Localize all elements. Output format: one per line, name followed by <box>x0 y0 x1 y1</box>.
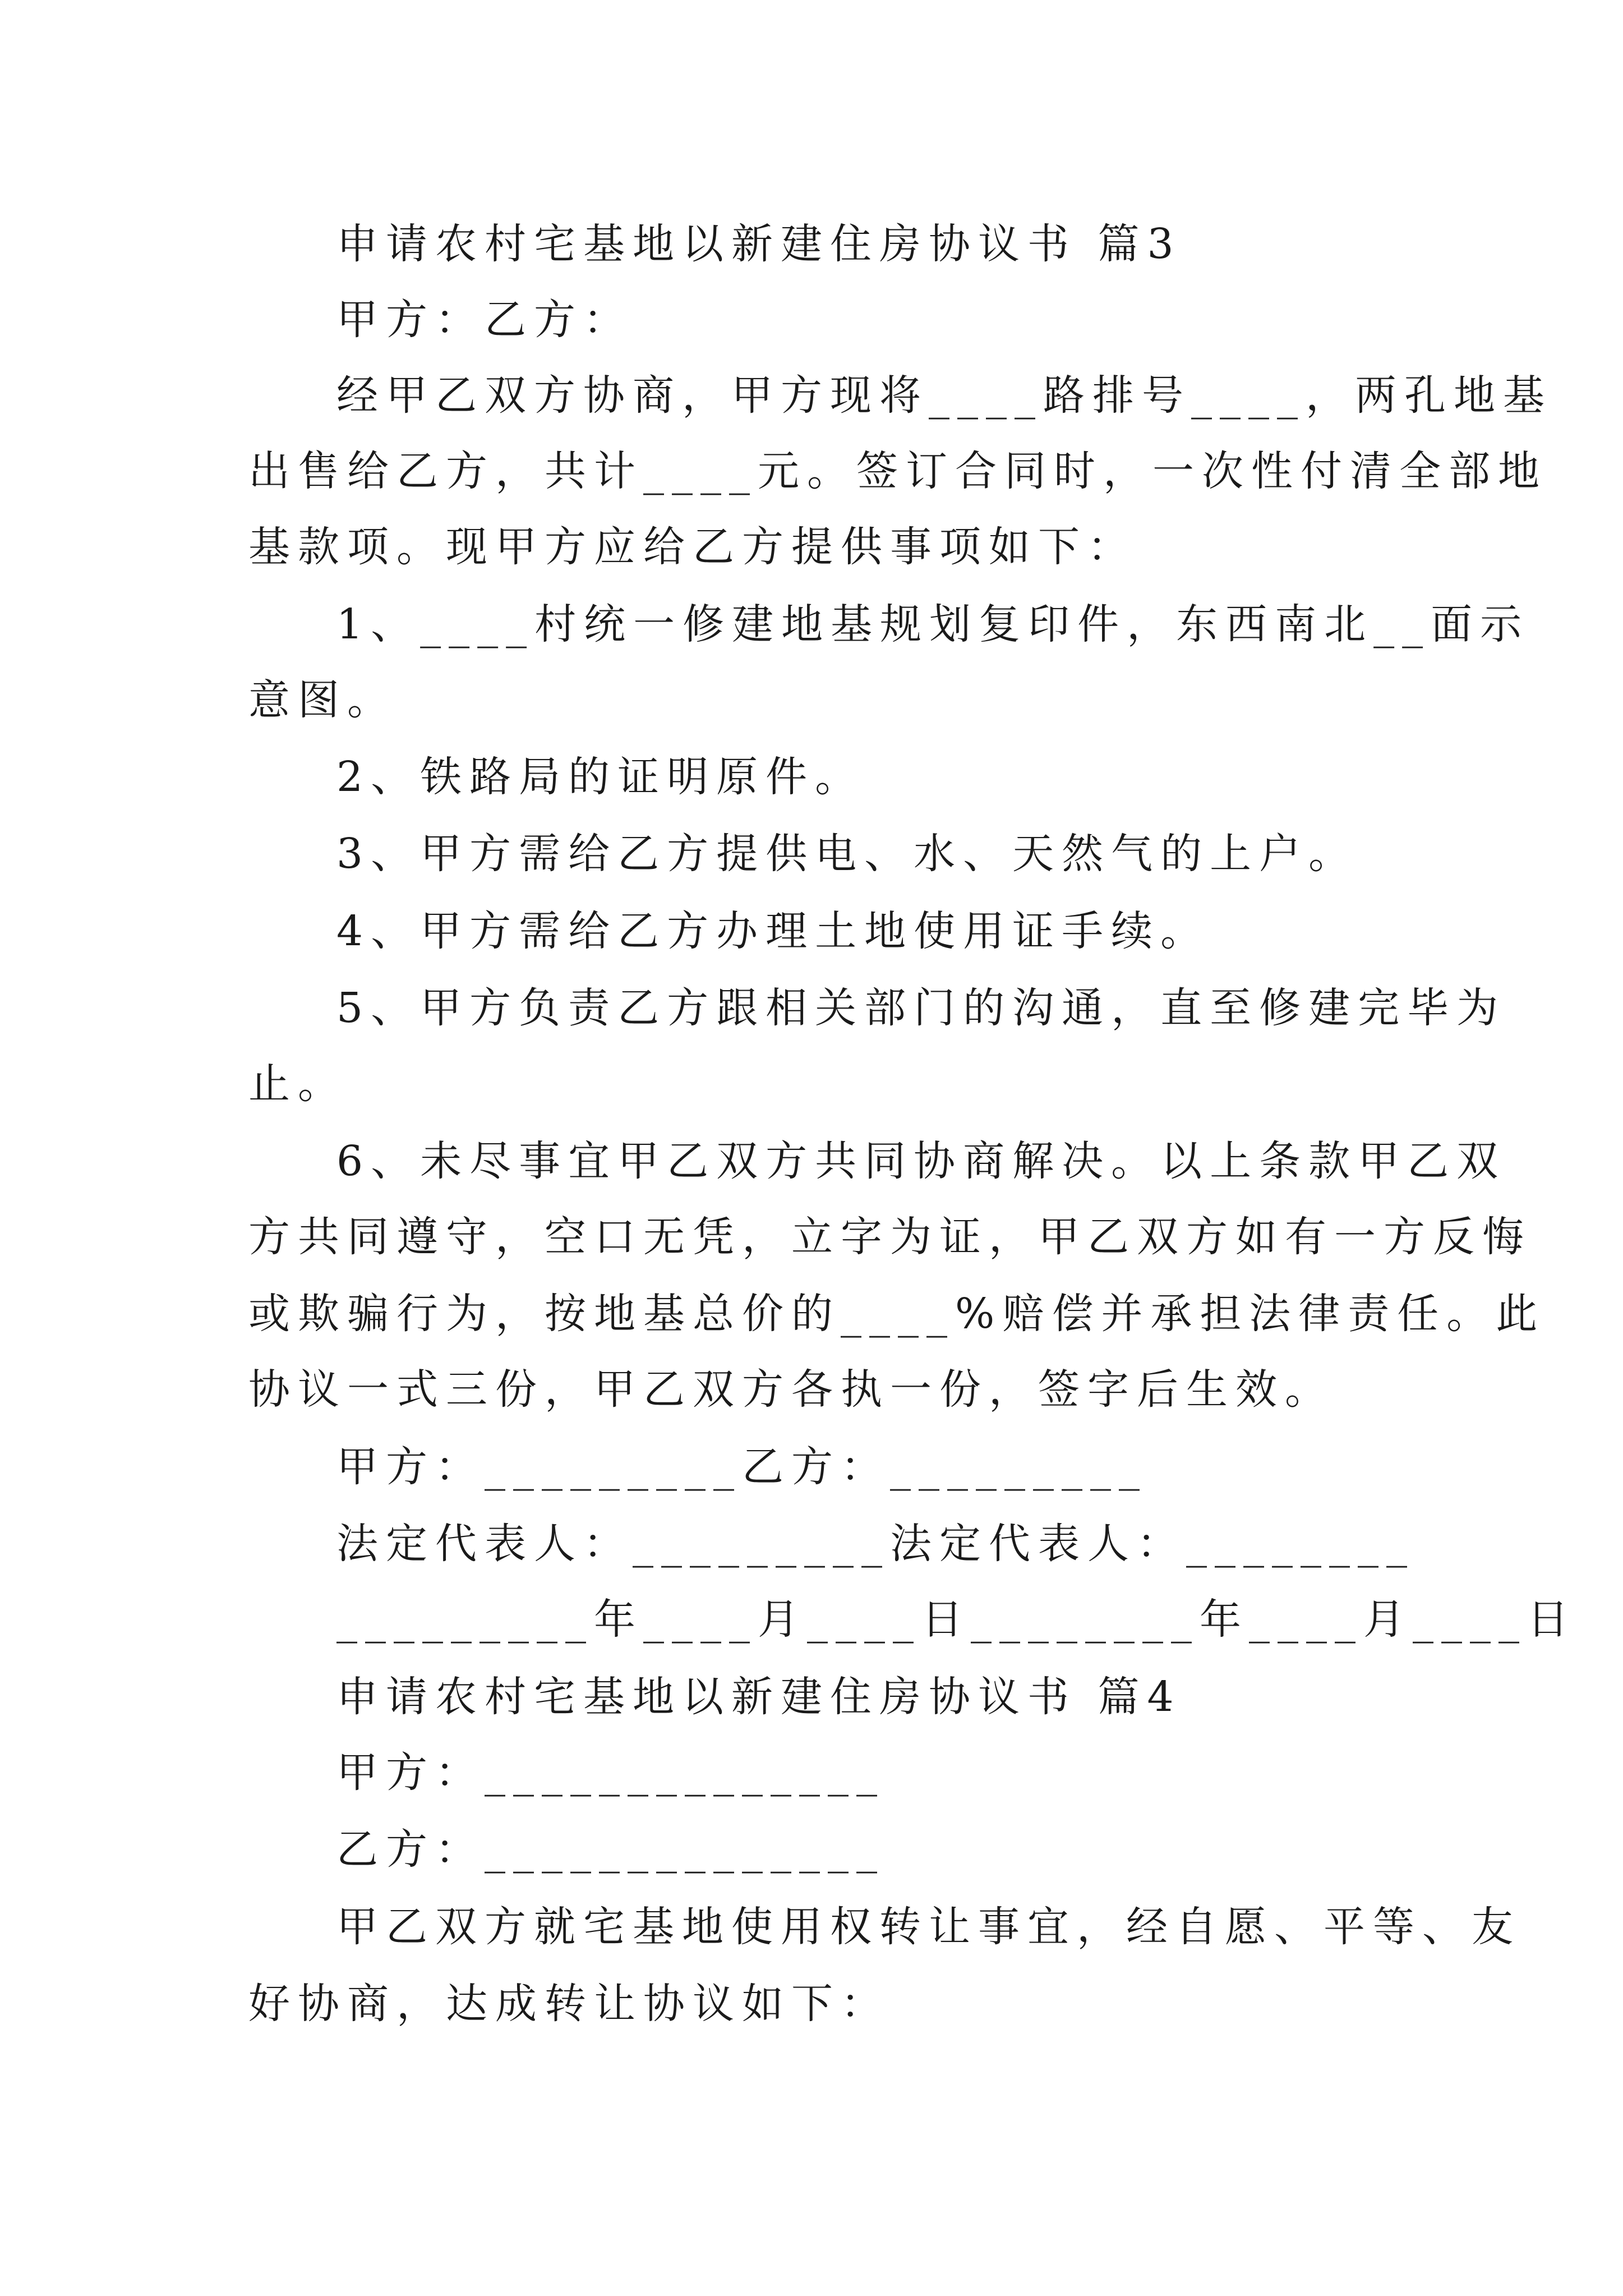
section-title-4: 申请农村宅基地以新建住房协议书 篇4 <box>336 1673 1182 1721</box>
paragraph-line: 甲乙双方就宅基地使用权转让事宜，经自愿、平等、友 <box>336 1903 1521 1951</box>
list-item: 4、甲方需给乙方办理土地使用证手续。 <box>336 907 1210 955</box>
party-line: 甲方：______________ <box>336 1749 885 1797</box>
party-line: 甲方：乙方： <box>336 296 633 344</box>
list-item-continuation: 意图。 <box>248 676 396 724</box>
date-line: _________年____月____日________年____月____日 <box>336 1595 1576 1644</box>
party-line: 乙方：______________ <box>336 1825 885 1874</box>
paragraph-line: 经甲乙双方协商，甲方现将____路排号____，两孔地基 <box>336 371 1552 420</box>
list-item: 6、未尽事宜甲乙双方共同协商解决。以上条款甲乙双 <box>336 1137 1506 1185</box>
paragraph-line: 基款项。现甲方应给乙方提供事项如下： <box>248 523 1137 571</box>
list-item-continuation: 或欺骗行为，按地基总价的____%赔偿并承担法律责任。此 <box>248 1290 1546 1338</box>
signature-line: 甲方：_________乙方：_________ <box>336 1443 1147 1491</box>
list-item: 2、铁路局的证明原件。 <box>336 753 865 801</box>
list-item-continuation: 协议一式三份，甲乙双方各执一份，签字后生效。 <box>248 1365 1334 1414</box>
signature-line: 法定代表人：_________法定代表人：________ <box>336 1520 1415 1568</box>
list-item-continuation: 方共同遵守，空口无凭，立字为证，甲乙双方如有一方反悔 <box>248 1213 1532 1261</box>
list-item-continuation: 止。 <box>248 1060 347 1108</box>
paragraph-line: 出售给乙方，共计____元。签订合同时，一次性付清全部地 <box>248 447 1547 495</box>
section-title-3: 申请农村宅基地以新建住房协议书 篇3 <box>336 220 1182 268</box>
list-item: 5、甲方负责乙方跟相关部门的沟通，直至修建完毕为 <box>336 984 1506 1032</box>
paragraph-line: 好协商，达成转让协议如下： <box>248 1980 890 2028</box>
list-item: 3、甲方需给乙方提供电、水、天然气的上户。 <box>336 830 1358 878</box>
list-item: 1、____村统一修建地基规划复印件，东西南北__面示 <box>336 600 1530 648</box>
